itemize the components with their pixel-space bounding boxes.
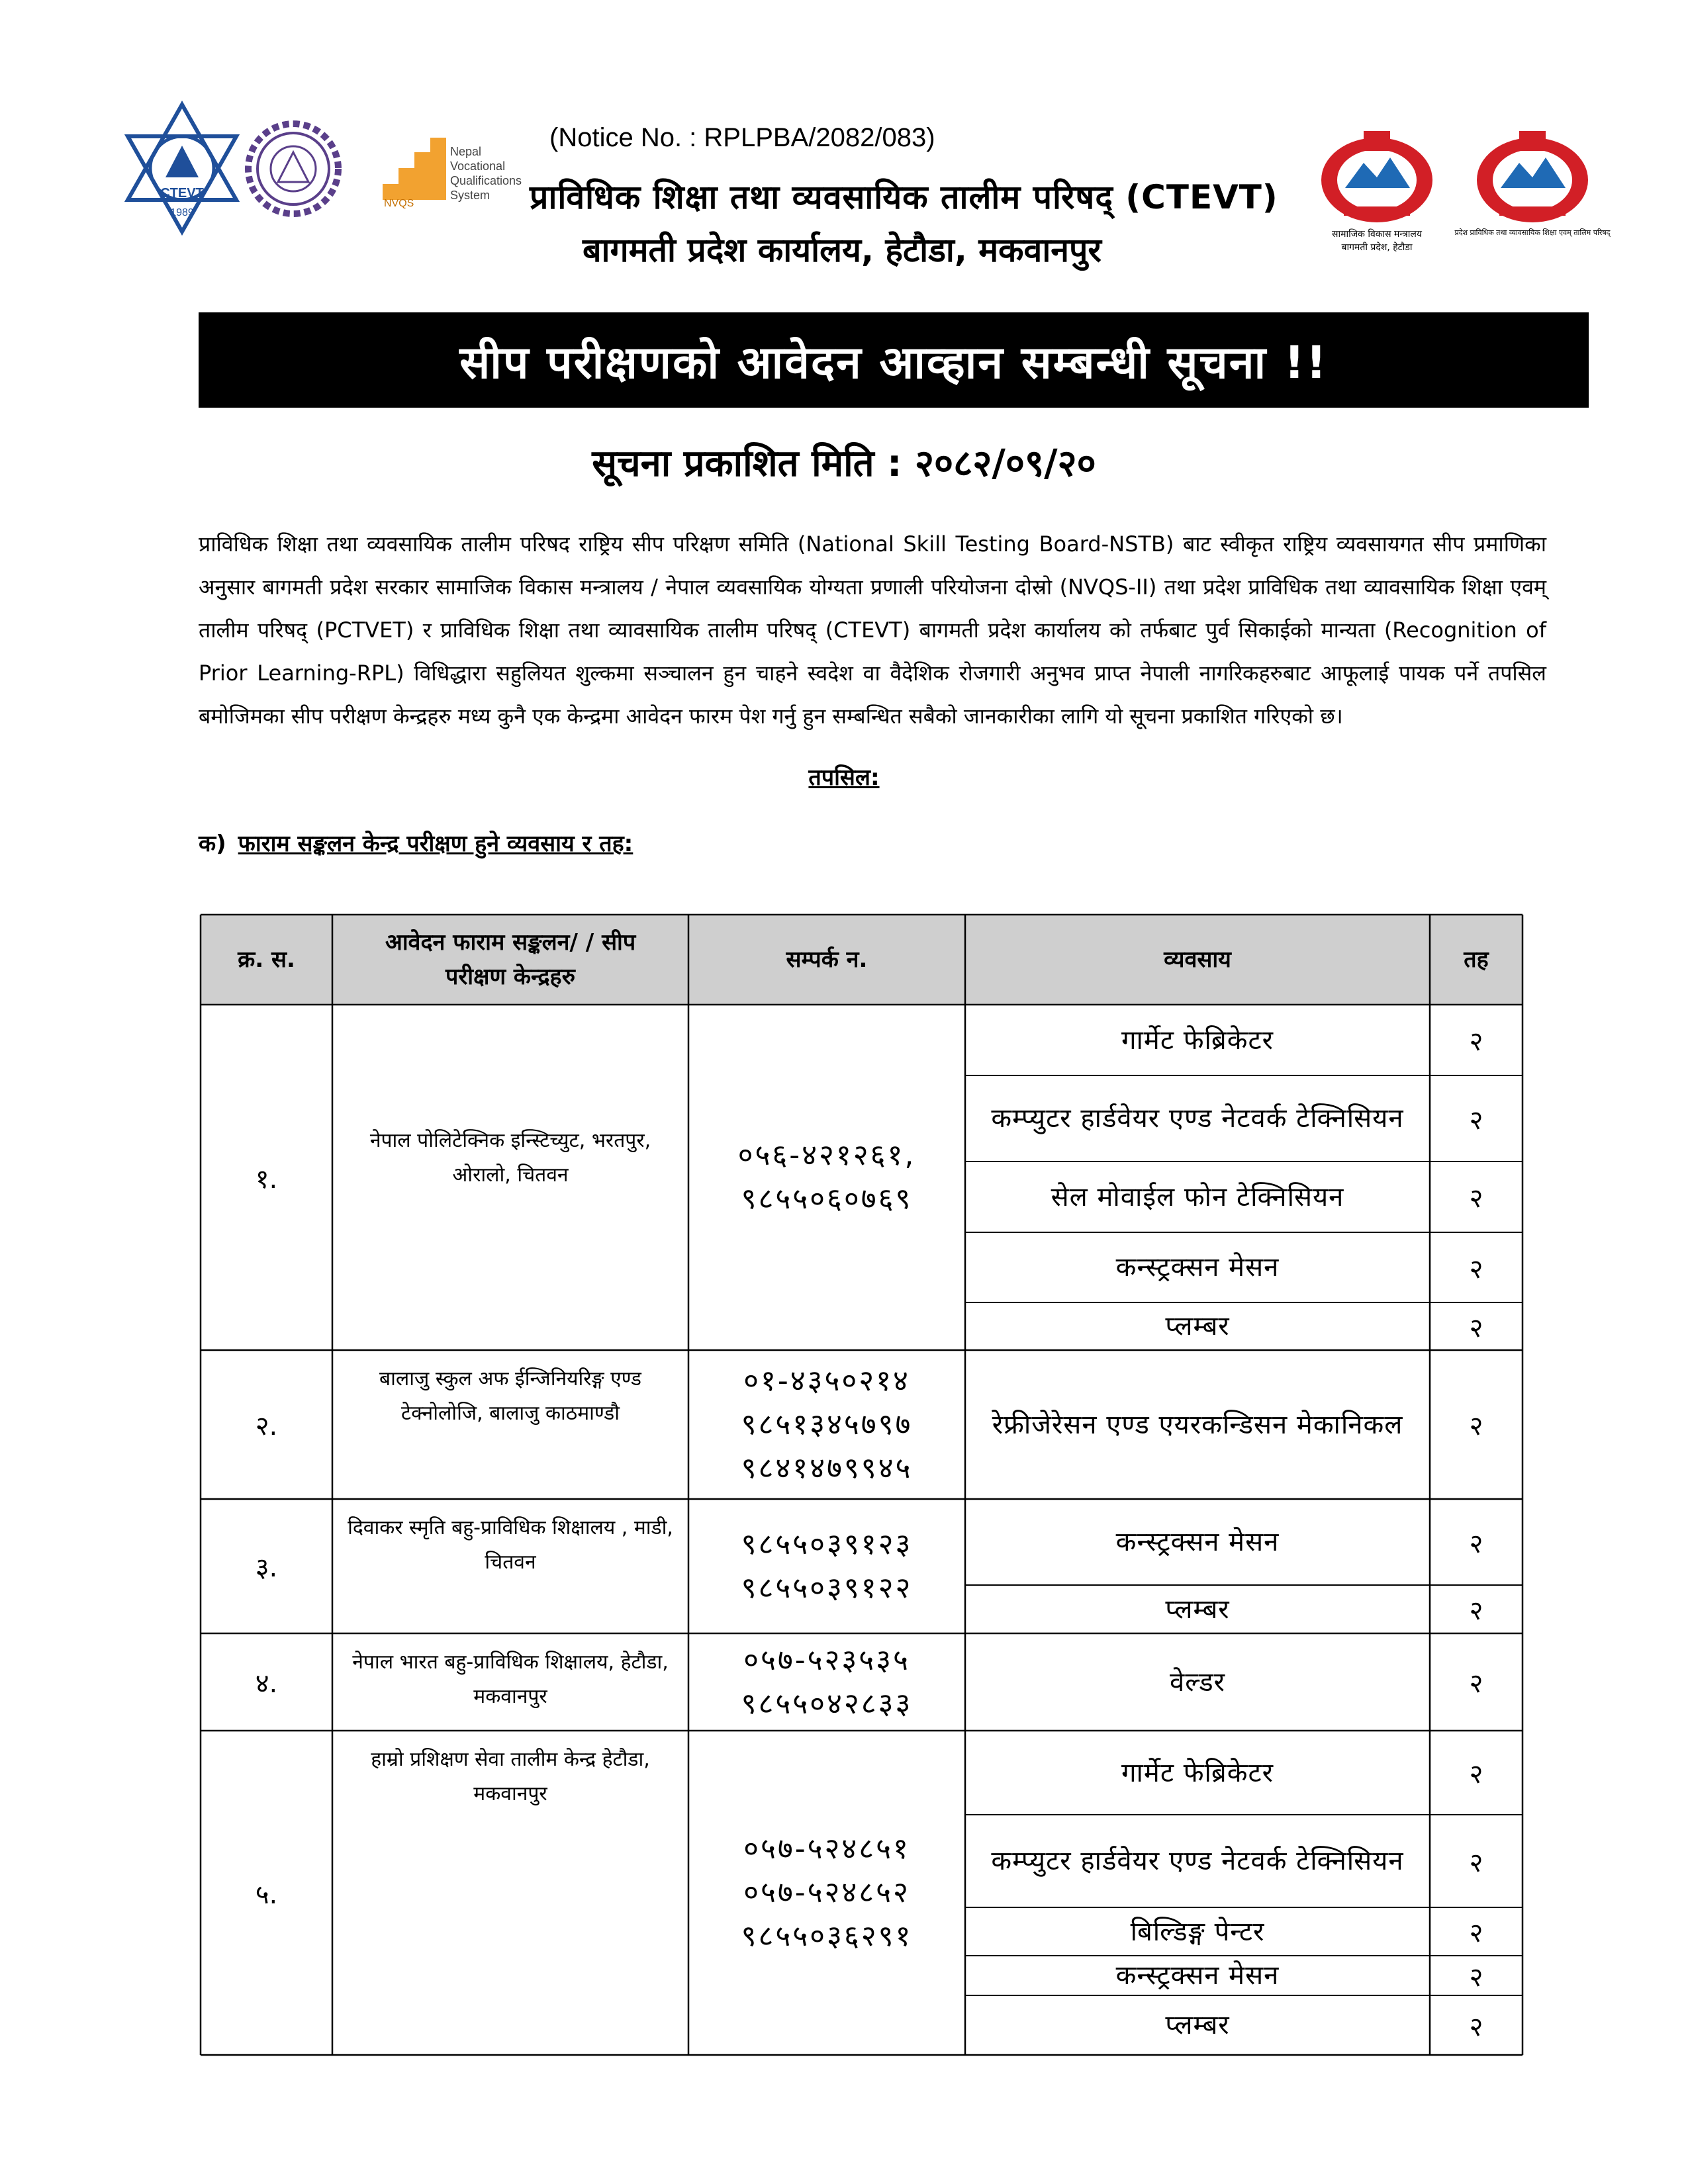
row-occupation-text — [991, 1098, 1403, 1139]
row-phones — [688, 1005, 965, 1350]
row-occupation — [969, 1995, 1426, 2055]
row-center-name-text — [339, 1124, 682, 1193]
row-serial — [201, 1633, 332, 1731]
row-occupation-line: रेफ्रीजेरेसन एण्ड एयरकन्डिसन मेकानिकल — [992, 1409, 1403, 1440]
row-serial-line: ४. — [255, 1668, 278, 1699]
row-phones — [688, 1350, 965, 1499]
ctevt-logo-year: 1989 — [170, 207, 194, 218]
row-level-line: २ — [1469, 1668, 1483, 1699]
row-center-name-text — [339, 1362, 682, 1431]
row-level-text — [1470, 1664, 1483, 1700]
row-phones-text — [738, 1134, 916, 1221]
row-occupation — [969, 1075, 1426, 1161]
nvqs-logo-mark: NVQS — [384, 198, 414, 209]
row-phones-text — [741, 1639, 913, 1726]
row-occupation-text — [1116, 1522, 1280, 1563]
row-occupation — [969, 1302, 1426, 1350]
row-occupation — [969, 1731, 1426, 1815]
header-center-line: आवेदन फाराम सङ्कलन/ / सीप — [385, 929, 636, 956]
row-serial-line: २. — [255, 1411, 278, 1441]
pctvet-caption-line: प्रदेश प्राविधिक तथा व्यावसायिक शिक्षा एवम् तालिम परिषद् — [1454, 228, 1611, 237]
row-center-name — [339, 1731, 682, 2055]
row-occupation — [969, 1499, 1426, 1585]
row-level — [1430, 1302, 1523, 1350]
header-occupation-line: व्यवसाय — [1164, 946, 1231, 973]
row-occupation-line: कम्प्युटर हार्डवेयर एण्ड नेटवर्क टेक्निसियन — [991, 1103, 1404, 1134]
row-level-text — [1470, 1250, 1483, 1286]
row-phones-line: ९८५५०६०७६९ — [741, 1182, 913, 1216]
row-level-line: २ — [1469, 1847, 1483, 1878]
row-occupation-text — [1165, 2005, 1229, 2046]
row-occupation — [969, 1585, 1426, 1633]
row-level-line: २ — [1469, 1183, 1483, 1214]
row-level — [1430, 1075, 1523, 1161]
row-serial-line: ५. — [255, 1879, 278, 1910]
row-level-text — [1470, 1524, 1483, 1561]
row-occupation-text — [1116, 1247, 1280, 1288]
row-level — [1430, 1499, 1523, 1585]
row-occupation-line: सेल मोवाईल फोन टेक्निसियन — [1051, 1181, 1344, 1212]
row-center-name-line: हाम्रो प्रशिक्षण सेवा तालीम केन्द्र हेटौडा, मकवानपुर — [371, 1748, 650, 1805]
row-occupation-line: कन्स्ट्रक्सन मेसन — [1115, 1527, 1280, 1557]
section-a-title: फाराम सङ्कलन केन्द्र परीक्षण हुने व्यवसाय र तह: — [238, 831, 633, 857]
row-level — [1430, 1731, 1523, 1815]
row-phones-text — [741, 1827, 913, 1958]
row-center-name — [339, 1350, 682, 1499]
header-serial-line: क्र. स. — [238, 946, 295, 973]
row-occupation-text — [1131, 1911, 1265, 1952]
row-occupation — [969, 1815, 1426, 1907]
row-level-text — [1470, 1913, 1483, 1950]
row-level — [1430, 1633, 1523, 1731]
row-phones — [688, 1499, 965, 1633]
row-occupation-line: कन्स्ट्रक्सन मेसन — [1115, 1960, 1280, 1991]
row-occupation-line: गार्मेट फेब्रिकेटर — [1121, 1757, 1274, 1788]
row-serial — [201, 1499, 332, 1633]
row-level — [1430, 1907, 1523, 1956]
row-phones-line: ९८५५०३६२९१ — [741, 1919, 913, 1953]
row-occupation-line: प्लम्बर — [1165, 1594, 1230, 1625]
row-serial — [201, 1350, 332, 1499]
row-center-name-line: दिवाकर स्मृति बहु-प्राविधिक शिक्षालय , माडी, चितवन — [348, 1516, 673, 1574]
row-center-name-line: बालाजु स्कुल अफ ईन्जिनियरिङ्ग एण्ड टेक्नोलोजि, बालाजु काठमाण्डौ — [379, 1367, 641, 1425]
row-serial — [201, 1731, 332, 2055]
row-serial-text — [256, 1548, 278, 1584]
row-phones — [688, 1633, 965, 1731]
row-level-text — [1470, 1958, 1483, 1994]
notice-number: (Notice No. : RPLPBA/2082/083) — [549, 123, 935, 152]
row-center-name-text — [339, 1511, 682, 1580]
row-occupation-text — [1121, 1020, 1274, 1061]
row-level-line: २ — [1469, 1105, 1483, 1136]
publish-date: सूचना प्रकाशित मिति : २०८२/०९/२० — [592, 442, 1096, 485]
header-occupation-text — [1164, 942, 1231, 977]
row-level-line: २ — [1469, 1411, 1483, 1441]
row-phones-line: ९८५५०४२८३३ — [741, 1686, 913, 1721]
row-occupation-line: बिल्डिङ्ग पेन्टर — [1130, 1916, 1265, 1947]
row-occupation-line: वेल्डर — [1170, 1666, 1225, 1698]
row-occupation-text — [1165, 1306, 1229, 1347]
row-center-name-text — [339, 1645, 682, 1714]
row-phones-line: ९८५१३४५७९७ — [741, 1407, 913, 1441]
row-serial-line: १. — [255, 1163, 278, 1195]
row-level-text — [1470, 1843, 1483, 1880]
row-phones-text — [741, 1523, 913, 1610]
section-a-marker: क) — [199, 831, 226, 857]
row-center-name-line: नेपाल पोलिटेक्निक इन्स्टिच्युट, भरतपुर, ओरालो, चितवन — [369, 1129, 651, 1187]
row-level-text — [1470, 1308, 1483, 1345]
header-occupation — [965, 915, 1430, 1005]
header-center — [332, 915, 688, 1005]
row-occupation-line: कम्प्युटर हार्डवेयर एण्ड नेटवर्क टेक्निसियन — [991, 1846, 1404, 1876]
row-phones-line: ०५७-५२४८५१ — [743, 1832, 910, 1866]
row-phones-line: ०१-४३५०२१४ — [743, 1363, 910, 1398]
row-occupation-text — [1121, 1752, 1274, 1794]
row-occupation-text — [1165, 1589, 1229, 1630]
nvqs-line: System — [450, 189, 491, 202]
row-occupation-text — [1170, 1662, 1225, 1703]
row-occupation-line: प्लम्बर — [1165, 1311, 1230, 1342]
row-center-name — [339, 1633, 682, 1731]
row-occupation-text — [1116, 1955, 1280, 1996]
row-occupation — [969, 1350, 1426, 1499]
row-level — [1430, 1161, 1523, 1232]
header-phone — [688, 915, 965, 1005]
row-center-name-text — [339, 1743, 682, 1811]
header-center-line: परीक्षण केन्द्रहरु — [445, 964, 575, 990]
row-level — [1430, 1995, 1523, 2055]
nvqs-line: Nepal — [450, 145, 482, 158]
row-phones-line: ०५७-५२४८५२ — [743, 1876, 910, 1909]
row-level-line: २ — [1469, 1253, 1483, 1285]
organization-office: बागमती प्रदेश कार्यालय, हेटौडा, मकवानपुर — [583, 231, 1102, 269]
row-serial-text — [256, 1875, 278, 1911]
row-level — [1430, 1585, 1523, 1633]
notice-banner-text: सीप परीक्षणको आवेदन आव्हान सम्बन्धी सूचना !! — [459, 336, 1328, 389]
row-phones-line: ९८५५०३९१२२ — [741, 1570, 913, 1605]
row-phones-line: ०५६-४२१२६१, — [737, 1138, 916, 1172]
row-phones-line: ०५७-५२३५३५ — [743, 1643, 910, 1677]
row-serial-text — [256, 1664, 278, 1700]
row-occupation — [969, 1907, 1426, 1956]
row-level-text — [1470, 1754, 1483, 1791]
header-phone-text — [786, 942, 868, 977]
row-serial — [201, 1005, 332, 1350]
row-level-text — [1470, 1101, 1483, 1137]
row-occupation-line: गार्मेट फेब्रिकेटर — [1121, 1024, 1274, 1056]
row-phones — [688, 1731, 965, 2055]
ministry-caption-line-2: बागमती प्रदेश, हेटौडा — [1341, 242, 1413, 253]
row-serial-line: ३. — [255, 1553, 278, 1583]
row-occupation-line: प्लम्बर — [1165, 2010, 1230, 2040]
row-level-line: २ — [1469, 1528, 1483, 1559]
row-level — [1430, 1956, 1523, 1995]
row-phones-line: ९८५५०३९१२३ — [741, 1527, 913, 1561]
row-occupation — [969, 1956, 1426, 1995]
row-level-line: २ — [1469, 1918, 1483, 1948]
row-level — [1430, 1350, 1523, 1499]
row-center-name-line: नेपाल भारत बहु-प्राविधिक शिक्षालय, हेटौडा, मकवानपुर — [352, 1651, 669, 1708]
row-serial-text — [256, 1406, 278, 1443]
row-level-line: २ — [1469, 1596, 1483, 1626]
row-level-line: २ — [1469, 2011, 1483, 2042]
header-phone-line: सम्पर्क न. — [786, 946, 868, 973]
row-level — [1430, 1005, 1523, 1075]
header-level-text — [1464, 942, 1488, 977]
row-center-name — [339, 1499, 682, 1633]
row-level-line: २ — [1469, 1759, 1483, 1790]
row-occupation — [969, 1005, 1426, 1075]
ctevt-logo-text: CTEVT — [160, 186, 204, 201]
row-occupation-text — [1051, 1177, 1344, 1218]
row-occupation-text — [992, 1404, 1403, 1445]
header-serial — [201, 915, 332, 1005]
nvqs-line: Qualifications — [450, 174, 522, 187]
header-level — [1430, 915, 1523, 1005]
row-serial-text — [256, 1160, 278, 1196]
header-level-line: तह — [1464, 946, 1489, 973]
row-phones-line: ९८४१४७९९४५ — [741, 1451, 913, 1485]
row-level-text — [1470, 1406, 1483, 1443]
row-occupation-line: कन्स्ट्रक्सन मेसन — [1115, 1252, 1280, 1283]
notice-body-text: प्राविधिक शिक्षा तथा व्यवसायिक तालीम परिषद राष्ट्रिय सीप परिक्षण समिति (National Skill Testing Board-NSTB) बाट स्वीकृत राष्ट्रिय व्यवसायगत सीप प्रमाणिका अनुसार बागमती प्रदेश सरकार सामाजिक विकास मन्त्रालय / नेपाल व्यवसायिक योग्यता प्रणाली परियोजना दोस्रो (NVQS-II) तथा प्रदेश प्राविधिक तथा व्यावसायिक शिक्षा एवम् तालीम परिषद् (PCTVET) र प्राविधिक शिक्षा तथा व्यावसायिक तालीम परिषद् (CTEVT) बागमती प्रदेश कार्यालय को तर्फबाट पुर्व सिकाईको मान्यता (Recognition of Prior Learning-RPL) विधिद्धारा सहुलियत शुल्कमा सञ्चालन हुन चाहने स्वदेश वा वैदेशिक रोजगारी अनुभव प्राप्त नेपाली नागरिकहरुबाट आफूलाई पायक पर्ने तपसिल बमोजिमका सीप परीक्षण केन्द्रहरु मध्य कुनै एक केन्द्रमा आवेदन फारम पेश गर्नु हुन सम्बन्धित सबैको जानकारीका लागि यो सूचना प्रकाशित गरिएको छ। — [199, 531, 1546, 729]
row-level-text — [1470, 1179, 1483, 1215]
header-serial-text — [238, 942, 295, 977]
row-level-text — [1470, 2007, 1483, 2044]
ministry-caption-line-1: सामाजिक विकास मन्त्रालय — [1332, 229, 1422, 240]
row-occupation — [969, 1161, 1426, 1232]
row-center-name — [339, 1005, 682, 1350]
row-level-line: २ — [1469, 1312, 1483, 1343]
row-level — [1430, 1232, 1523, 1302]
details-heading: तपसिल: — [808, 764, 880, 791]
nvqs-line: Vocational — [450, 159, 506, 173]
organization-title: प्राविधिक शिक्षा तथा व्यवसायिक तालीम परिषद् (CTEVT) — [530, 178, 1278, 216]
row-level-text — [1470, 1022, 1483, 1058]
header-center-text — [385, 925, 635, 994]
row-occupation — [969, 1633, 1426, 1731]
row-level-text — [1470, 1591, 1483, 1627]
row-occupation — [969, 1232, 1426, 1302]
row-phones-text — [741, 1359, 913, 1490]
row-level-line: २ — [1469, 1962, 1483, 1993]
row-occupation-text — [991, 1841, 1403, 1882]
row-level-line: २ — [1469, 1026, 1483, 1057]
row-level — [1430, 1815, 1523, 1907]
